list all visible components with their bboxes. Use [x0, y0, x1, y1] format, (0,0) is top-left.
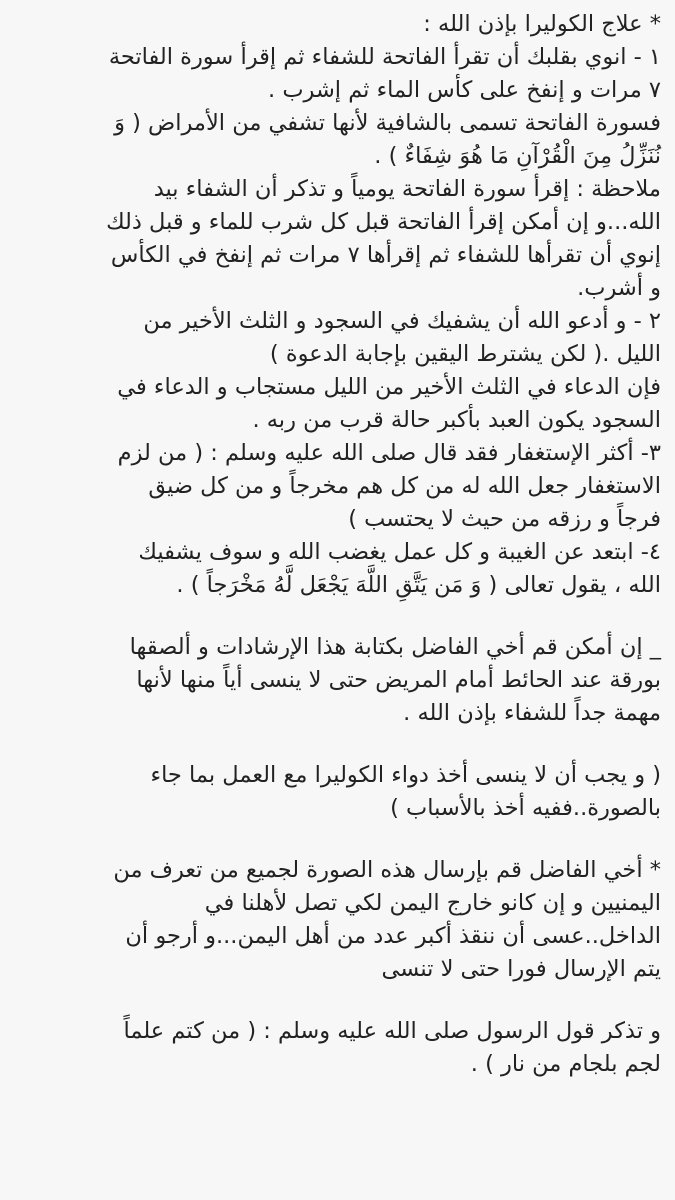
- text-line: الله...و إن أمكن إقرأ الفاتحة قبل كل شرب للماء و قبل ذلك: [106, 209, 661, 235]
- text-line: بالصورة..ففيه أخذ بالأسباب ): [390, 795, 661, 821]
- paragraph: [14, 437, 661, 536]
- text-line: ٧ مرات و إنفخ على كأس الماء ثم إشرب .: [268, 77, 661, 103]
- text-line: الليل .( لكن يشترط اليقين بإجابة الدعوة ): [269, 341, 661, 367]
- text-line: نُنَزِّلُ مِنَ الْقُرْآنِ مَا هُوَ شِفَاءٌ ) .: [374, 143, 661, 169]
- text-line: مهمة جداً للشفاء بإذن الله .: [403, 700, 661, 726]
- text-line: الداخل..عسى أن ننقذ أكبر عدد من أهل اليمن...و أرجو أن: [125, 923, 661, 949]
- paragraph-spacer: [14, 602, 661, 631]
- paragraph: [14, 305, 661, 371]
- text-line: ١ - انوي بقلبك أن تقرأ الفاتحة للشفاء ثم إقرأ سورة الفاتحة: [108, 44, 661, 70]
- text-line: فسورة الفاتحة تسمى بالشافية لأنها تشفي من الأمراض ( وَ: [114, 110, 661, 136]
- text-line: إنوي أن تقرأها للشفاء ثم إقرأها ٧ مرات ثم إنفخ في الكأس: [110, 242, 661, 268]
- text-line: الله ، يقول تعالى ( وَ مَن يَتَّقِ اللَّهَ يَجْعَل لَّهُ مَخْرَجاً ) .: [176, 572, 661, 598]
- paragraph-spacer: [14, 730, 661, 759]
- text-line: ملاحظة : إقرأ سورة الفاتحة يومياً و تذكر أن الشفاء بيد: [153, 176, 661, 202]
- paragraph: [14, 173, 661, 305]
- text-line: ٤- ابتعد عن الغيبة و كل عمل يغضب الله و سوف يشفيك: [138, 539, 661, 565]
- paragraph: [14, 536, 661, 602]
- text-line: ٢ - و أدعو الله أن يشفيك في السجود و الثلث الأخير من: [143, 308, 661, 334]
- text-line: * أخي الفاضل قم بإرسال هذه الصورة لجميع من تعرف من: [113, 857, 661, 883]
- text-line: فرجاً و رزقه من حيث لا يحتسب ): [348, 506, 661, 532]
- text-line: فإن الدعاء في الثلث الأخير من الليل مستجاب و الدعاء في: [117, 374, 661, 400]
- text-line: و أشرب.: [577, 275, 661, 301]
- paragraph: [14, 8, 661, 107]
- text-line: * علاج الكوليرا بإذن الله :: [423, 11, 661, 37]
- paragraph: [14, 107, 661, 173]
- text-line: و تذكر قول الرسول صلى الله عليه وسلم : ( من كتم علماً: [123, 1018, 661, 1044]
- document-body: [14, 8, 661, 1081]
- text-line: اليمنيين و إن كانو خارج اليمن لكي تصل لأهلنا في: [204, 890, 661, 916]
- text-line: ( و يجب أن لا ينسى أخذ دواء الكوليرا مع العمل بما جاء: [150, 762, 661, 788]
- text-line: الاستغفار جعل الله له من كل هم مخرجاً و من كل ضيق: [148, 473, 661, 499]
- text-line: بورقة عند الحائط أمام المريض حتى لا ينسى أياً منها لأنها: [136, 667, 661, 693]
- paragraph: [14, 854, 661, 986]
- paragraph: [14, 759, 661, 825]
- text-line: السجود يكون العبد بأكبر حالة قرب من ربه .: [252, 407, 661, 433]
- paragraph-spacer: [14, 986, 661, 1015]
- paragraph: [14, 1015, 661, 1081]
- paragraph: [14, 631, 661, 730]
- text-line: _ إن أمكن قم أخي الفاضل بكتابة هذا الإرشادات و ألصقها: [129, 634, 661, 660]
- text-line: ٣- أكثر الإستغفار فقد قال صلى الله عليه وسلم : ( من لزم: [117, 440, 661, 466]
- text-line: لجم بلجام من نار ) .: [470, 1051, 661, 1077]
- paragraph: [14, 371, 661, 437]
- text-line: يتم الإرسال فورا حتى لا تنسى: [381, 956, 661, 982]
- paragraph-spacer: [14, 825, 661, 854]
